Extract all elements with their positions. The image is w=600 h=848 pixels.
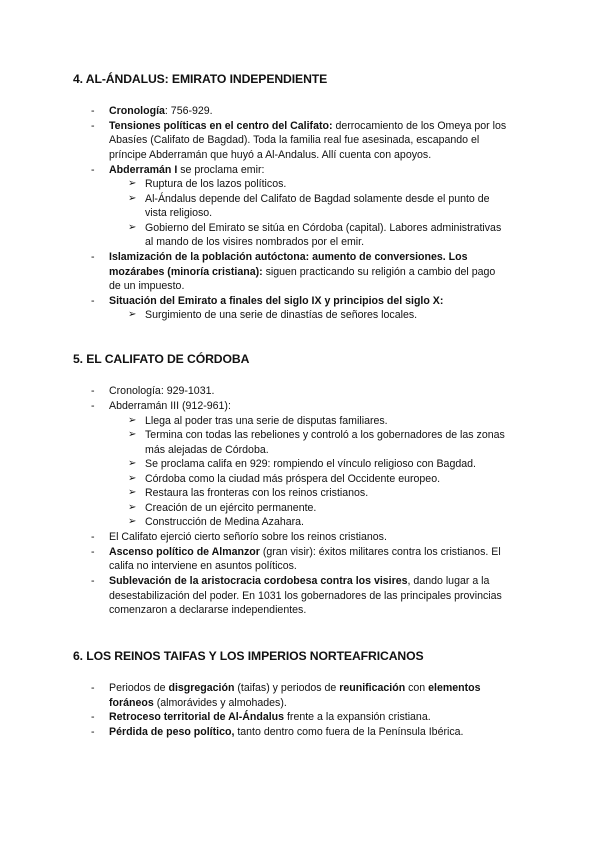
s4-sub-3c-line-2: al mando de los visires nombrados por el emir. <box>145 236 365 248</box>
s4-bullet-1 <box>109 104 213 119</box>
s5-bullet-4-line-1 <box>109 545 501 560</box>
text: derrocamiento de los Omeya por los <box>332 120 507 132</box>
s5-bullet-5-line-1 <box>109 574 489 589</box>
bullet-dash: - <box>91 400 95 412</box>
bullet-dash: - <box>91 105 95 117</box>
s4-sub-3a: Ruptura de los lazos políticos. <box>145 178 287 190</box>
s4-bullet-4-line-3: de un impuesto. <box>109 280 185 292</box>
bullet-dash: - <box>91 711 95 723</box>
arrow-bullet-icon: ➢ <box>128 516 137 527</box>
section-4-title: 4. AL-ÁNDALUS: EMIRATO INDEPENDIENTE <box>73 72 328 86</box>
s5-bullet-5-line-2: desestabilización del poder. En 1031 los gobernadores de las principales provincias <box>109 590 502 602</box>
text: : 756-929. <box>164 105 213 117</box>
arrow-bullet-icon: ➢ <box>128 502 137 513</box>
bullet-dash: - <box>91 385 95 397</box>
s5-sub-2e: Restaura las fronteras con los reinos cristianos. <box>145 487 369 499</box>
section-5-title: 5. EL CALIFATO DE CÓRDOBA <box>73 352 250 366</box>
s4-sub-5a: Surgimiento de una serie de dinastías de señores locales. <box>145 309 418 321</box>
s6-bullet-1-line-2 <box>109 696 287 711</box>
s4-bullet-2-line-2: Abasíes (Califato de Bagdad). Toda la familia real fue asesinada, escapando el <box>109 134 480 146</box>
arrow-bullet-icon: ➢ <box>128 429 137 440</box>
bullet-dash: - <box>91 531 95 543</box>
bold-text: Abderramán I <box>109 164 178 176</box>
bold-text: elementos <box>428 682 481 694</box>
text: (taifas) y periodos de <box>234 682 340 694</box>
arrow-bullet-icon: ➢ <box>128 222 137 233</box>
text: (gran visir): éxitos militares contra los cristianos. El <box>259 546 501 558</box>
s5-bullet-2: Abderramán III (912-961): <box>109 400 231 412</box>
s5-sub-2c: Se proclama califa en 929: rompiendo el vínculo religioso con Bagdad. <box>145 458 476 470</box>
s5-bullet-1: Cronología: 929-1031. <box>109 385 215 397</box>
s5-bullet-3: El Califato ejerció cierto señorío sobre los reinos cristianos. <box>109 531 387 543</box>
arrow-bullet-icon: ➢ <box>128 473 137 484</box>
text: frente a la expansión cristiana. <box>284 711 431 723</box>
arrow-bullet-icon: ➢ <box>128 415 137 426</box>
text: siguen practicando su religión a cambio del pago <box>262 266 496 278</box>
text: tanto dentro como fuera de la Península Ibérica. <box>234 726 464 738</box>
bold-text: Islamización de la población autóctona: aumento de conversiones. Los <box>109 251 468 263</box>
bullet-dash: - <box>91 726 95 738</box>
s5-sub-2b-line-1: Termina con todas las rebeliones y controló a los gobernadores de las zonas <box>145 429 505 441</box>
s5-bullet-5-line-3: comenzaron a declararse independientes. <box>109 604 307 616</box>
text: con <box>405 682 429 694</box>
bold-text: reunificación <box>339 682 406 694</box>
s4-sub-3b-line-2: vista religioso. <box>145 207 213 219</box>
s6-bullet-3 <box>109 725 463 740</box>
bullet-dash: - <box>91 120 95 132</box>
bullet-dash: - <box>91 164 95 176</box>
text: se proclama emir: <box>177 164 265 176</box>
s4-bullet-2-line-3: príncipe Abderramán que huyó a Al-Andalus. Allí cuenta con apoyos. <box>109 149 432 161</box>
bold-text: Sublevación de la aristocracia cordobesa contra los visires <box>109 575 408 587</box>
bold-text: disgregación <box>168 682 235 694</box>
arrow-bullet-icon: ➢ <box>128 193 137 204</box>
bold-text: Tensiones políticas en el centro del Califato: <box>109 120 333 132</box>
text: , dando lugar a la <box>407 575 490 587</box>
section-6-title: 6. LOS REINOS TAIFAS Y LOS IMPERIOS NORTEAFRICANOS <box>73 649 424 663</box>
s5-bullet-4-line-2: califa no interviene en asuntos políticos. <box>109 560 297 572</box>
text: Periodos de <box>109 682 169 694</box>
bold-text: mozárabes (minoría cristiana): <box>109 266 263 278</box>
bold-text: Retroceso territorial de Al-Ándalus <box>109 711 285 723</box>
s4-bullet-4-line-1 <box>109 250 468 265</box>
bullet-dash: - <box>91 546 95 558</box>
bullet-dash: - <box>91 575 95 587</box>
s4-bullet-2-line-1 <box>109 119 506 134</box>
bullet-dash: - <box>91 295 95 307</box>
arrow-bullet-icon: ➢ <box>128 178 137 189</box>
s4-bullet-3 <box>109 163 264 178</box>
bold-text: Pérdida de peso político, <box>109 726 235 738</box>
s5-sub-2f: Creación de un ejército permanente. <box>145 502 317 514</box>
bold-text: Ascenso político de Almanzor <box>109 546 260 558</box>
s4-sub-3b-line-1: Al-Ándalus depende del Califato de Bagdad solamente desde el punto de <box>145 193 490 205</box>
s5-sub-2b-line-2: más alejadas de Córdoba. <box>145 444 269 456</box>
bullet-dash: - <box>91 682 95 694</box>
bullet-dash: - <box>91 251 95 263</box>
text: (almorávides y almohades). <box>153 697 287 709</box>
s4-bullet-4-line-2 <box>109 265 495 280</box>
s5-sub-2d: Córdoba como la ciudad más próspera del Occidente europeo. <box>145 473 441 485</box>
s6-bullet-1-line-1 <box>109 681 481 696</box>
s5-sub-2a: Llega al poder tras una serie de disputas familiares. <box>145 415 388 427</box>
bold-text: Cronología <box>109 105 165 117</box>
arrow-bullet-icon: ➢ <box>128 487 137 498</box>
arrow-bullet-icon: ➢ <box>128 458 137 469</box>
s4-sub-3c-line-1: Gobierno del Emirato se sitúa en Córdoba (capital). Labores administrativas <box>145 222 502 234</box>
arrow-bullet-icon: ➢ <box>128 309 137 320</box>
bold-text: foráneos <box>109 697 154 709</box>
s4-bullet-5 <box>109 294 443 309</box>
s6-bullet-2 <box>109 710 431 725</box>
s5-sub-2g: Construcción de Medina Azahara. <box>145 516 304 528</box>
bold-text: Situación del Emirato a finales del siglo IX y principios del siglo X: <box>109 295 444 307</box>
